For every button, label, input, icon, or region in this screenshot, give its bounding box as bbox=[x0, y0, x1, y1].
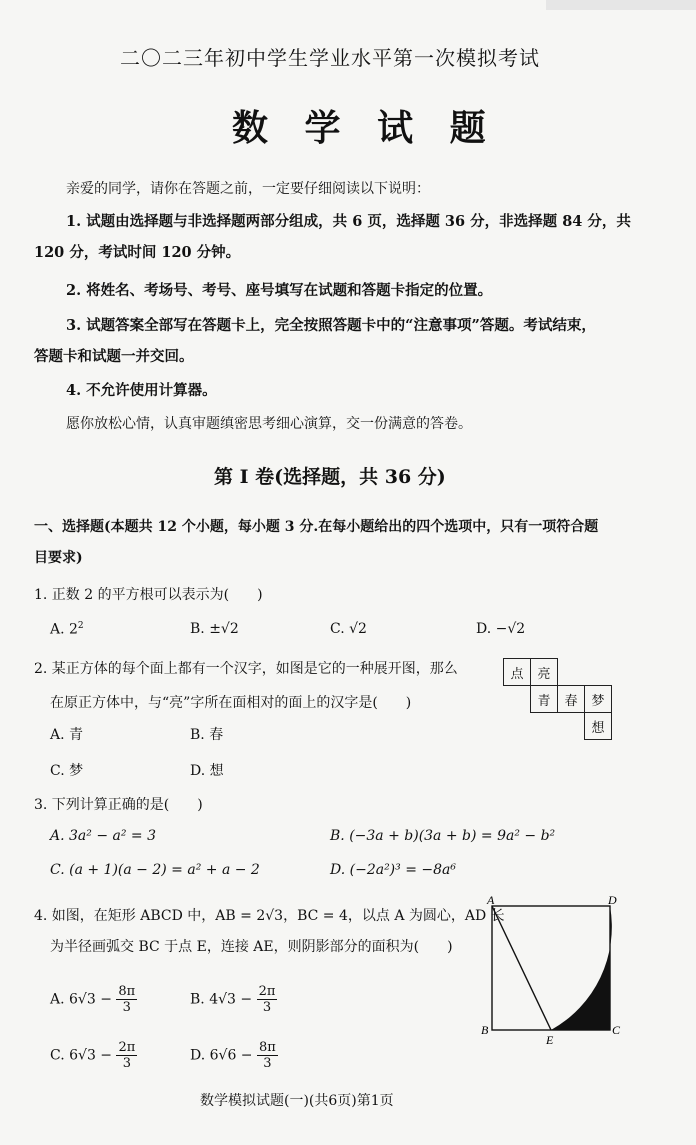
label-d: D bbox=[608, 893, 617, 907]
rectangle-arc-figure bbox=[478, 892, 628, 1052]
label-b: B bbox=[481, 1023, 489, 1037]
q4-option-b-text: B. 4√3 − bbox=[190, 991, 253, 1008]
q1-option-a-exponent: 2 bbox=[77, 621, 84, 631]
segment-ae bbox=[492, 906, 551, 1030]
q4-stem-line1: 4. 如图，在矩形 ABCD 中，AB = 2√3，BC = 4，以点 A 为圆心，AD 长 bbox=[34, 908, 505, 924]
q4-option-d-fraction bbox=[257, 1040, 278, 1071]
q2-stem-line2: 在原正方体中，与“亮”字所在面相对的面上的汉字是( ) bbox=[50, 695, 412, 711]
instruction-2: 2. 将姓名、考场号、考号、座号填写在试题和答题卡指定的位置。 bbox=[66, 282, 493, 299]
q1-option-c: C. √2 bbox=[330, 621, 367, 637]
shaded-region bbox=[551, 906, 612, 1030]
fraction-denominator: 3 bbox=[122, 1056, 132, 1071]
net-face: 青 bbox=[531, 686, 558, 713]
q4-option-a bbox=[50, 984, 137, 1015]
q3-option-b: B. (−3a + b)(3a + b) = 9a² − b² bbox=[330, 828, 556, 844]
q1-option-d: D. −√2 bbox=[476, 621, 526, 637]
q4-option-d bbox=[190, 1040, 278, 1071]
exam-title: 二〇二三年初中学生学业水平第一次模拟考试 bbox=[120, 46, 540, 70]
instruction-3-line2: 答题卡和试题一并交回。 bbox=[34, 348, 194, 365]
fraction-numerator: 8π bbox=[118, 984, 136, 999]
q1-option-b: B. ±√2 bbox=[190, 621, 239, 637]
q3-option-d: D. (−2a²)³ = −8a⁶ bbox=[330, 862, 456, 878]
q4-option-a-text: A. 6√3 − bbox=[50, 991, 112, 1008]
instruction-4: 4. 不允许使用计算器。 bbox=[66, 382, 217, 399]
q1-option-a-text: A. 2 bbox=[50, 621, 78, 638]
fraction-numerator: 2π bbox=[118, 1040, 136, 1055]
q4-option-d-text: D. 6√6 − bbox=[190, 1047, 253, 1064]
fraction-numerator: 8π bbox=[259, 1040, 276, 1055]
fraction-denominator: 3 bbox=[122, 1000, 131, 1015]
instructions-closing: 愿你放松心情，认真审题缜密思考细心演算，交一份满意的答卷。 bbox=[66, 416, 472, 432]
q2-option-c: C. 梦 bbox=[50, 763, 84, 779]
q3-stem: 3. 下列计算正确的是( ) bbox=[34, 797, 203, 813]
part1-heading: 第 I 卷(选择题，共 36 分) bbox=[214, 466, 446, 488]
instruction-3-line1: 3. 试题答案全部写在答题卡上，完全按照答题卡中的“注意事项”答题。考试结束， bbox=[66, 317, 596, 334]
q4-option-c-fraction bbox=[116, 1040, 137, 1071]
q4-option-a-fraction bbox=[116, 984, 137, 1015]
label-e: E bbox=[546, 1033, 554, 1047]
instructions-greeting: 亲爱的同学，请你在答题之前，一定要仔细阅读以下说明： bbox=[66, 181, 430, 197]
q4-option-b bbox=[190, 984, 277, 1015]
section-instruction-line2: 目要求) bbox=[34, 550, 83, 566]
net-face: 亮 bbox=[531, 659, 558, 686]
scan-shadow bbox=[546, 0, 696, 10]
net-face: 春 bbox=[558, 686, 585, 713]
subject-title: 数 学 试 题 bbox=[232, 107, 498, 149]
q2-option-a: A. 青 bbox=[50, 727, 84, 743]
q1-stem: 1. 正数 2 的平方根可以表示为( ) bbox=[34, 587, 263, 603]
q3-option-a: A. 3a² − a² = 3 bbox=[50, 828, 157, 844]
fraction-denominator: 3 bbox=[262, 1000, 272, 1015]
q4-option-b-fraction bbox=[257, 984, 278, 1015]
instruction-1-line1: 1. 试题由选择题与非选择题两部分组成，共 6 页，选择题 36 分，非选择题 84 分，共 bbox=[66, 213, 631, 230]
q4-stem-line2: 为半径画弧交 BC 于点 E，连接 AE，则阴影部分的面积为( ) bbox=[50, 939, 453, 955]
q2-option-d: D. 想 bbox=[190, 763, 224, 779]
q1-option-a bbox=[50, 621, 84, 638]
q2-stem-line1: 2. 某正方体的每个面上都有一个汉字，如图是它的一种展开图，那么 bbox=[34, 661, 458, 677]
label-a: A bbox=[487, 893, 495, 907]
cube-net-figure bbox=[503, 658, 612, 740]
fraction-numerator: 2π bbox=[258, 984, 276, 999]
q4-option-c bbox=[50, 1040, 137, 1071]
q2-option-b: B. 春 bbox=[190, 727, 224, 743]
fraction-denominator: 3 bbox=[263, 1056, 272, 1071]
page-footer: 数学模拟试题(一)(共6页)第1页 bbox=[200, 1093, 394, 1109]
q3-option-c: C. (a + 1)(a − 2) = a² + a − 2 bbox=[50, 862, 260, 878]
section-instruction-line1: 一、选择题(本题共 12 个小题，每小题 3 分.在每小题给出的四个选项中，只有一项符合题 bbox=[34, 519, 599, 535]
net-face: 想 bbox=[585, 713, 612, 740]
net-face: 点 bbox=[504, 659, 531, 686]
net-face: 梦 bbox=[585, 686, 612, 713]
q4-option-c-text: C. 6√3 − bbox=[50, 1047, 113, 1064]
label-c: C bbox=[612, 1023, 621, 1037]
instruction-1-line2: 120 分，考试时间 120 分钟。 bbox=[34, 244, 241, 261]
